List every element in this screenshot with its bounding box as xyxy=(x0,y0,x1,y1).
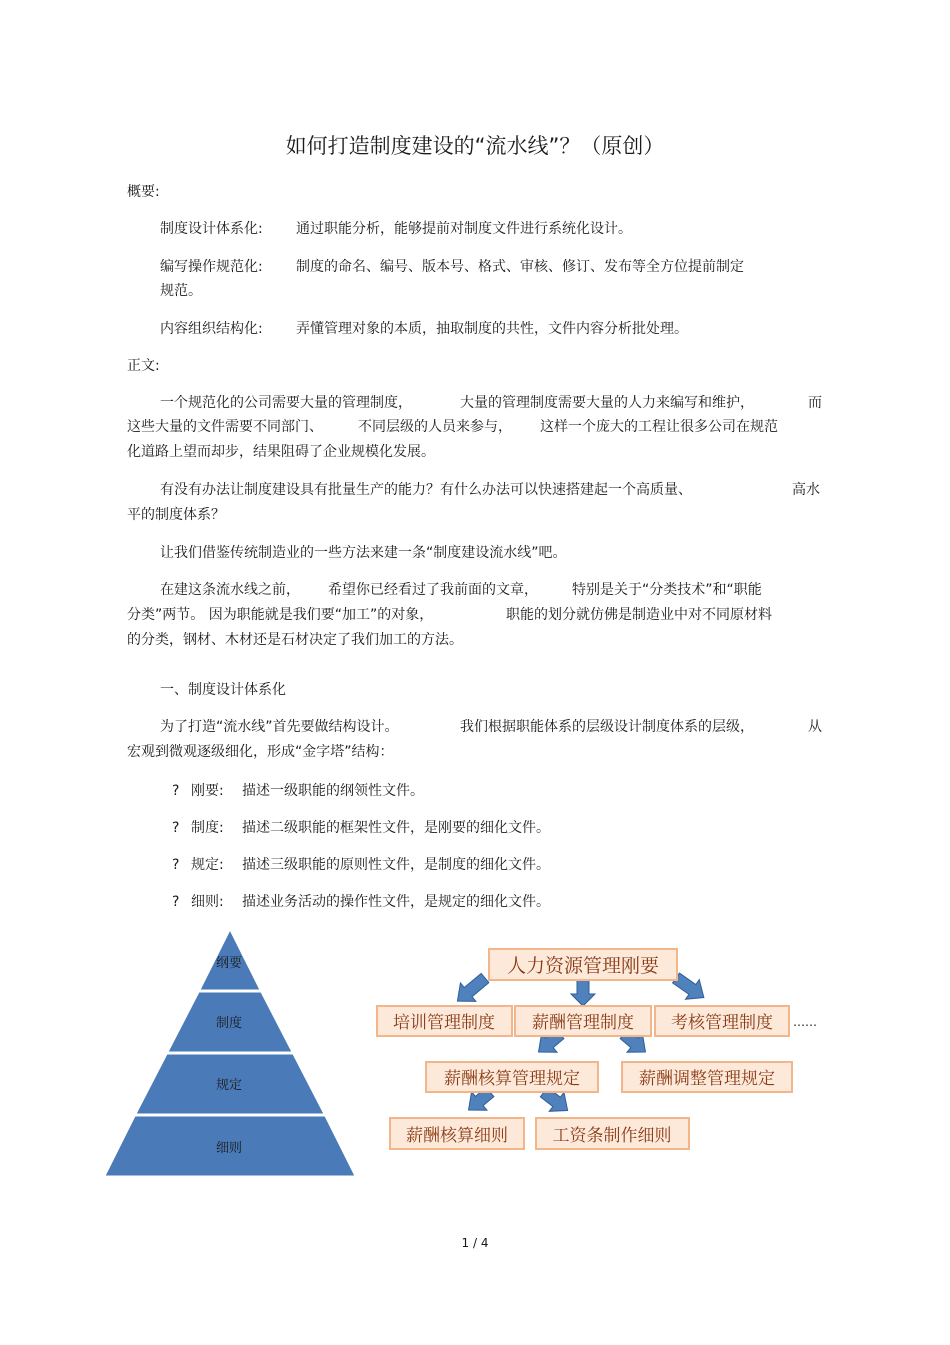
bullet-label-3: 规定: xyxy=(191,857,224,873)
summary-text-3: 弄懂管理对象的本质，抽取制度的共性，文件内容分析批处理。 xyxy=(296,321,688,337)
summary-label-3: 内容组织结构化: xyxy=(160,321,263,337)
page-number: 1 / 4 xyxy=(461,1236,489,1250)
summary-heading: 概要: xyxy=(127,184,160,200)
arrow-root-center xyxy=(571,978,595,1006)
p4-line2-a: 分类”两节。 因为职能就是我们要“加工”的对象， xyxy=(127,607,434,623)
orgchart-ellipsis: …… xyxy=(793,1015,817,1029)
p3: 让我们借鉴传统制造业的一些方法来建一条“制度建设流水线”吧。 xyxy=(160,545,567,561)
orgchart-l3-box-2 xyxy=(622,1062,792,1092)
bullet-label-2: 制度: xyxy=(191,820,224,836)
orgchart-l4-label-1: 薪酬核算细则 xyxy=(406,1126,508,1146)
orgchart-l3-box-1 xyxy=(426,1062,598,1092)
summary-label-2: 编写操作规范化: xyxy=(160,259,263,275)
p2-line1-a: 有没有办法让制度建设具有批量生产的能力？有什么办法可以快速搭建起一个高质量、 xyxy=(160,482,692,498)
p1-line3: 化道路上望而却步，结果阻碍了企业规模化发展。 xyxy=(127,444,435,460)
bullet-mark-2: ? xyxy=(172,820,180,836)
orgchart-l3-label-1: 薪酬核算管理规定 xyxy=(444,1069,580,1089)
pyramid-label-3: 规定 xyxy=(215,1078,243,1093)
p4-line1-b: 希望你已经看过了我前面的文章， xyxy=(328,582,538,598)
p1-line2-c: 这样一个庞大的工程让很多公司在规范 xyxy=(540,419,778,435)
p4-line3: 的分类，钢材、木材还是石材决定了我们加工的方法。 xyxy=(127,632,463,648)
p4-line1-a: 在建这条流水线之前， xyxy=(160,582,300,598)
p1-line2-a: 这些大量的文件需要不同部门、 xyxy=(127,419,323,435)
page-title: 如何打造制度建设的“流水线”？（原创） xyxy=(285,134,665,158)
bullet-text-2: 描述二级职能的框架性文件，是刚要的细化文件。 xyxy=(242,820,550,836)
bullet-text-1: 描述一级职能的纲领性文件。 xyxy=(242,783,424,799)
summary-label-1: 制度设计体系化: xyxy=(160,221,263,237)
bullet-label-4: 细则: xyxy=(191,894,224,910)
orgchart-l2-label-2: 薪酬管理制度 xyxy=(532,1013,634,1033)
hr-policy-orgchart xyxy=(370,940,840,1160)
orgchart-l3-label-2: 薪酬调整管理规定 xyxy=(639,1069,775,1089)
summary-text-2-cont: 规范。 xyxy=(160,283,202,299)
bullet-text-3: 描述三级职能的原则性文件，是制度的细化文件。 xyxy=(242,857,550,873)
orgchart-l4-box-2 xyxy=(536,1118,689,1149)
pyramid-label-4: 细则 xyxy=(215,1141,243,1156)
bullet-mark-1: ? xyxy=(172,783,180,799)
orgchart-l2-label-1: 培训管理制度 xyxy=(393,1013,495,1033)
summary-text-1: 通过职能分析，能够提前对制度文件进行系统化设计。 xyxy=(296,221,632,237)
orgchart-root-box xyxy=(489,949,677,980)
orgchart-root-label: 人力资源管理刚要 xyxy=(506,955,660,977)
pyramid-diagram xyxy=(100,924,362,1182)
body-heading: 正文: xyxy=(127,358,160,374)
p1-line1-b: 大量的管理制度需要大量的人力来编写和维护， xyxy=(460,395,754,411)
p1-line1-a: 一个规范化的公司需要大量的管理制度， xyxy=(160,395,412,411)
orgchart-l2-box-3 xyxy=(655,1006,789,1036)
s1p1-line1-a: 为了打造“流水线”首先要做结构设计。 xyxy=(160,719,399,735)
arrow-root-left xyxy=(450,969,493,1011)
orgchart-l2-box-2 xyxy=(515,1006,651,1036)
section1-heading: 一、制度设计体系化 xyxy=(160,682,286,698)
summary-text-2: 制度的命名、编号、版本号、格式、审核、修订、发布等全方位提前制定 xyxy=(296,259,744,275)
bullet-label-1: 刚要: xyxy=(191,783,224,799)
p4-line1-c: 特别是关于“分类技术”和“职能 xyxy=(572,582,762,598)
s1p1-line1-c: 从 xyxy=(808,719,822,735)
p2-line1-b: 高水 xyxy=(792,482,820,498)
s1p1-line1-b: 我们根据职能体系的层级设计制度体系的层级， xyxy=(460,719,754,735)
orgchart-l4-box-1 xyxy=(390,1118,524,1149)
p1-line1-c: 而 xyxy=(808,395,822,411)
bullet-mark-3: ? xyxy=(172,857,180,873)
orgchart-l2-box-1 xyxy=(377,1006,512,1036)
p4-line2-b: 职能的划分就仿佛是制造业中对不同原材料 xyxy=(506,607,772,623)
bullet-text-4: 描述业务活动的操作性文件，是规定的细化文件。 xyxy=(242,894,550,910)
bullet-mark-4: ? xyxy=(172,894,180,910)
p2-line2: 平的制度体系？ xyxy=(127,507,225,523)
pyramid-label-1: 纲要 xyxy=(215,956,243,971)
orgchart-l2-label-3: 考核管理制度 xyxy=(671,1013,773,1033)
pyramid-label-2: 制度 xyxy=(215,1016,243,1031)
orgchart-l4-label-2: 工资条制作细则 xyxy=(552,1126,672,1146)
p1-line2-b: 不同层级的人员来参与， xyxy=(358,419,512,435)
s1p1-line2: 宏观到微观逐级细化，形成“金字塔”结构： xyxy=(127,744,394,760)
